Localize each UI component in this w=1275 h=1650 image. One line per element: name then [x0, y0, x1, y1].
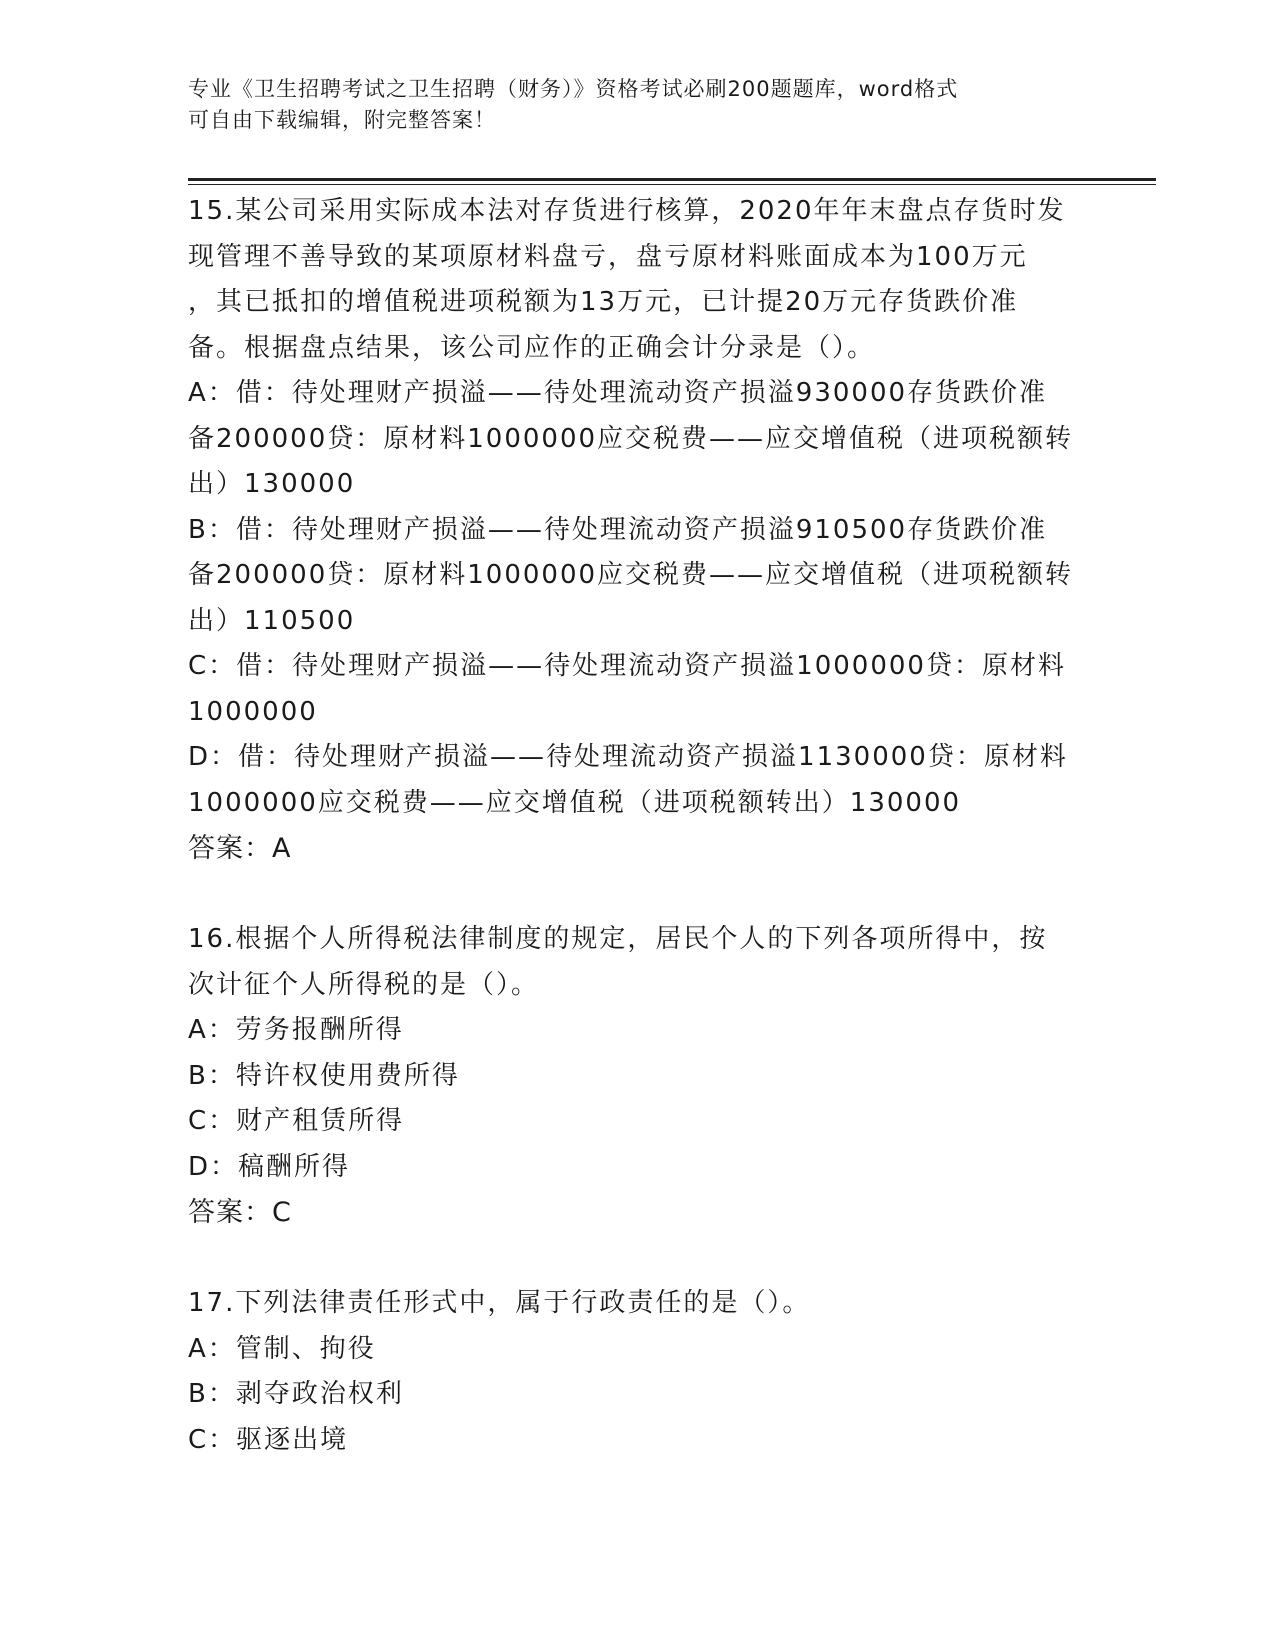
option-line: 出）110500: [188, 605, 356, 636]
header-divider-thick: [188, 178, 1156, 181]
answer-label: 答案：A: [188, 833, 292, 864]
option-b: B：特许权使用费所得: [188, 1060, 460, 1091]
option-c: [188, 644, 1088, 735]
question-list: [188, 189, 1088, 1463]
option-line: 1000000: [188, 696, 318, 727]
option-line: D：借：待处理财产损溢——待处理流动资产损溢1130000贷：原材料: [188, 742, 1068, 772]
option-line: 1000000应交税费——应交增值税（进项税额转出）130000: [188, 787, 962, 818]
option-line: B：借：待处理财产损溢——待处理流动资产损溢910500存货跌价准: [188, 514, 1048, 545]
option-line: 备200000贷：原材料1000000应交税费——应交增值税（进项税额转: [188, 560, 1074, 590]
option-line: A：借：待处理财产损溢——待处理流动资产损溢930000存货跌价准: [188, 378, 1048, 408]
option-d: [188, 735, 1088, 826]
question-15: [188, 189, 1088, 872]
question-stem-line: 备。根据盘点结果，该公司应作的正确会计分录是（）。: [188, 332, 876, 363]
option-c: C：财产租赁所得: [188, 1106, 405, 1136]
header-divider-thin: [188, 184, 1156, 185]
option-b: B：剥夺政治权利: [188, 1379, 404, 1409]
option-line: C：借：待处理财产损溢——待处理流动资产损溢1000000贷：原材料: [188, 651, 1066, 681]
question-17: [188, 1281, 1088, 1463]
question-stem-line: 现管理不善导致的某项原材料盘亏，盘亏原材料账面成本为100万元: [188, 241, 1028, 272]
question-spacer: [188, 872, 1088, 918]
question-16: [188, 917, 1088, 1236]
question-stem-line: 16.根据个人所得税法律制度的规定，居民个人的下列各项所得中，按: [188, 924, 1048, 954]
header-line-2: 可自由下载编辑，附完整答案！: [188, 108, 496, 132]
page-header: [188, 74, 1068, 136]
option-d: D：稿酬所得: [188, 1151, 351, 1182]
option-line: 备200000贷：原材料1000000应交税费——应交增值税（进项税额转: [188, 423, 1074, 454]
answer-label: 答案：C: [188, 1197, 292, 1228]
header-line-1: 专业《卫生招聘考试之卫生招聘（财务）》资格考试必刷200题题库，word格式: [188, 77, 959, 101]
question-stem-line: 15.某公司采用实际成本法对存货进行核算，2020年年末盘点存货时发: [188, 196, 1066, 226]
question-spacer: [188, 1236, 1088, 1282]
question-stem-line: ，其已抵扣的增值税进项税额为13万元，已计提20万元存货跌价准: [188, 287, 1019, 317]
question-stem-line: 次计征个人所得税的是（）。: [188, 969, 540, 1000]
question-stem-line: 17.下列法律责任形式中，属于行政责任的是（）。: [188, 1288, 811, 1318]
option-c: C：驱逐出境: [188, 1424, 349, 1455]
option-a: A：劳务报酬所得: [188, 1015, 404, 1045]
option-a: [188, 371, 1088, 508]
option-a: A：管制、拘役: [188, 1333, 376, 1364]
option-line: 出）130000: [188, 469, 356, 499]
option-b: [188, 508, 1088, 645]
